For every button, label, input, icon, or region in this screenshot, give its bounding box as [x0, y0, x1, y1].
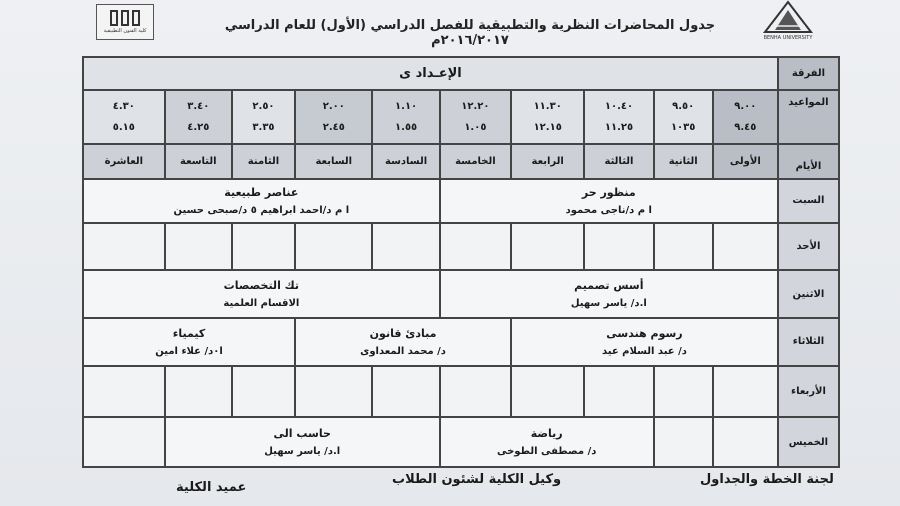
- period-name-5: الخامسة: [440, 144, 511, 179]
- period-name-1: الأولى: [713, 144, 778, 179]
- class-block: [440, 270, 778, 318]
- subject-name: أسس تصميم: [574, 279, 644, 293]
- empty-slot: [165, 366, 232, 418]
- empty-slot: [654, 417, 713, 467]
- instructor-name: ا.د/ ياسر سهيل: [570, 298, 647, 310]
- empty-slot: [83, 417, 165, 467]
- university-logo: [758, 0, 818, 42]
- faculty-logo: [96, 4, 154, 40]
- empty-slot: [584, 223, 653, 271]
- footer-committee: لجنة الخطة والجداول: [700, 472, 834, 487]
- period-name-2: الثانية: [654, 144, 713, 179]
- empty-slot: [654, 223, 713, 271]
- empty-slot: [295, 366, 372, 418]
- instructor-name: ا٠د/ علاء امين: [155, 345, 223, 357]
- period-time-8: ٢.٥٠ ٣.٣٥: [232, 90, 295, 144]
- university-logo-caption: BENHA UNIVERSITY: [763, 35, 813, 41]
- period-name-10: العاشرة: [83, 144, 165, 179]
- period-name-6: السادسة: [372, 144, 439, 179]
- faculty-logo-caption: كلية الفنون التطبيقية: [103, 28, 147, 34]
- subject-name: تك التخصصات: [223, 279, 300, 293]
- class-block: [295, 318, 511, 366]
- empty-slot: [584, 366, 653, 418]
- empty-slot: [511, 223, 584, 271]
- empty-slot: [713, 366, 778, 418]
- day-saturday: السبت: [778, 179, 839, 222]
- empty-slot: [232, 223, 295, 271]
- instructor-name: د/ عبد السلام عيد: [602, 345, 687, 357]
- empty-slot: [713, 417, 778, 467]
- instructor-name: د/ مصطفى الطوخى: [496, 446, 597, 458]
- page-title: جدول المحاضرات النظرية والتطبيقية للفصل الدراسي (الأول) للعام الدراسي ٢٠١٦/٢٠١٧م: [224, 18, 716, 48]
- period-time-6: ١.١٠ ١.٥٥: [372, 90, 439, 144]
- period-time-7: ٢.٠٠ ٢.٤٥: [295, 90, 372, 144]
- class-block: [511, 318, 778, 366]
- schedule-table: [82, 56, 840, 468]
- instructor-name: ا م د/ناجى محمود: [565, 204, 652, 216]
- instructor-name: ا م د/احمد ابراهيم ٥ د/صبحى حسين: [173, 204, 350, 216]
- period-name-8: الثامنة: [232, 144, 295, 179]
- empty-slot: [511, 366, 584, 418]
- class-block: [83, 318, 295, 366]
- instructor-name: ا.د/ ياسر سهيل: [264, 446, 341, 458]
- footer-vice-dean: وكيل الكلية لشئون الطلاب: [392, 472, 562, 487]
- period-time-10: ٤.٣٠ ٥.١٥: [83, 90, 165, 144]
- subject-name: مبادئ قانون: [369, 326, 437, 340]
- subject-name: رياضة: [530, 427, 563, 441]
- period-time-3: ١٠.٤٠ ١١.٢٥: [584, 90, 653, 144]
- subject-name: منظور حر: [581, 185, 636, 199]
- day-thursday: الخميس: [778, 417, 839, 467]
- period-name-4: الرابعة: [511, 144, 584, 179]
- subject-name: حاسب الى: [273, 427, 331, 441]
- empty-slot: [440, 223, 511, 271]
- group-value: الإعـداد ى: [83, 57, 778, 90]
- day-wednesday: الأربعاء: [778, 366, 839, 418]
- day-tuesday: الثلاثاء: [778, 318, 839, 366]
- period-time-2: ٩.٥٠ ١٠٣٥: [654, 90, 713, 144]
- empty-slot: [83, 366, 165, 418]
- day-monday: الاثنين: [778, 270, 839, 318]
- faculty-logo-icon: [110, 10, 140, 26]
- period-time-9: ٣.٤٠ ٤.٢٥: [165, 90, 232, 144]
- days-label: الأيام: [778, 144, 839, 179]
- instructor-name: د/ محمد المعداوى: [360, 345, 446, 357]
- instructor-name: الاقسام العلمية: [223, 298, 300, 310]
- empty-slot: [713, 223, 778, 271]
- footer-dean: عميد الكلية: [176, 480, 247, 495]
- group-label: الفرقة: [778, 57, 839, 90]
- subject-name: كيمياء: [172, 326, 206, 340]
- empty-slot: [232, 366, 295, 418]
- class-block: [440, 179, 778, 222]
- period-name-3: الثالثة: [584, 144, 653, 179]
- subject-name: رسوم هندسى: [606, 326, 683, 340]
- empty-slot: [83, 223, 165, 271]
- empty-slot: [165, 223, 232, 271]
- day-sunday: الأحد: [778, 223, 839, 271]
- period-time-5: ١٢.٢٠ ١.٠٥: [440, 90, 511, 144]
- class-block: [83, 179, 440, 222]
- period-name-9: التاسعة: [165, 144, 232, 179]
- times-label: المواعيد: [778, 90, 839, 144]
- university-emblem-icon: [761, 0, 815, 34]
- period-name-7: السابعة: [295, 144, 372, 179]
- class-block: [440, 417, 654, 467]
- subject-name: عناصر طبيعية: [224, 185, 299, 199]
- empty-slot: [372, 223, 439, 271]
- class-block: [165, 417, 440, 467]
- empty-slot: [440, 366, 511, 418]
- empty-slot: [295, 223, 372, 271]
- empty-slot: [372, 366, 439, 418]
- period-time-1: ٩.٠٠ ٩.٤٥: [713, 90, 778, 144]
- period-time-4: ١١.٣٠ ١٢.١٥: [511, 90, 584, 144]
- class-block: [83, 270, 440, 318]
- empty-slot: [654, 366, 713, 418]
